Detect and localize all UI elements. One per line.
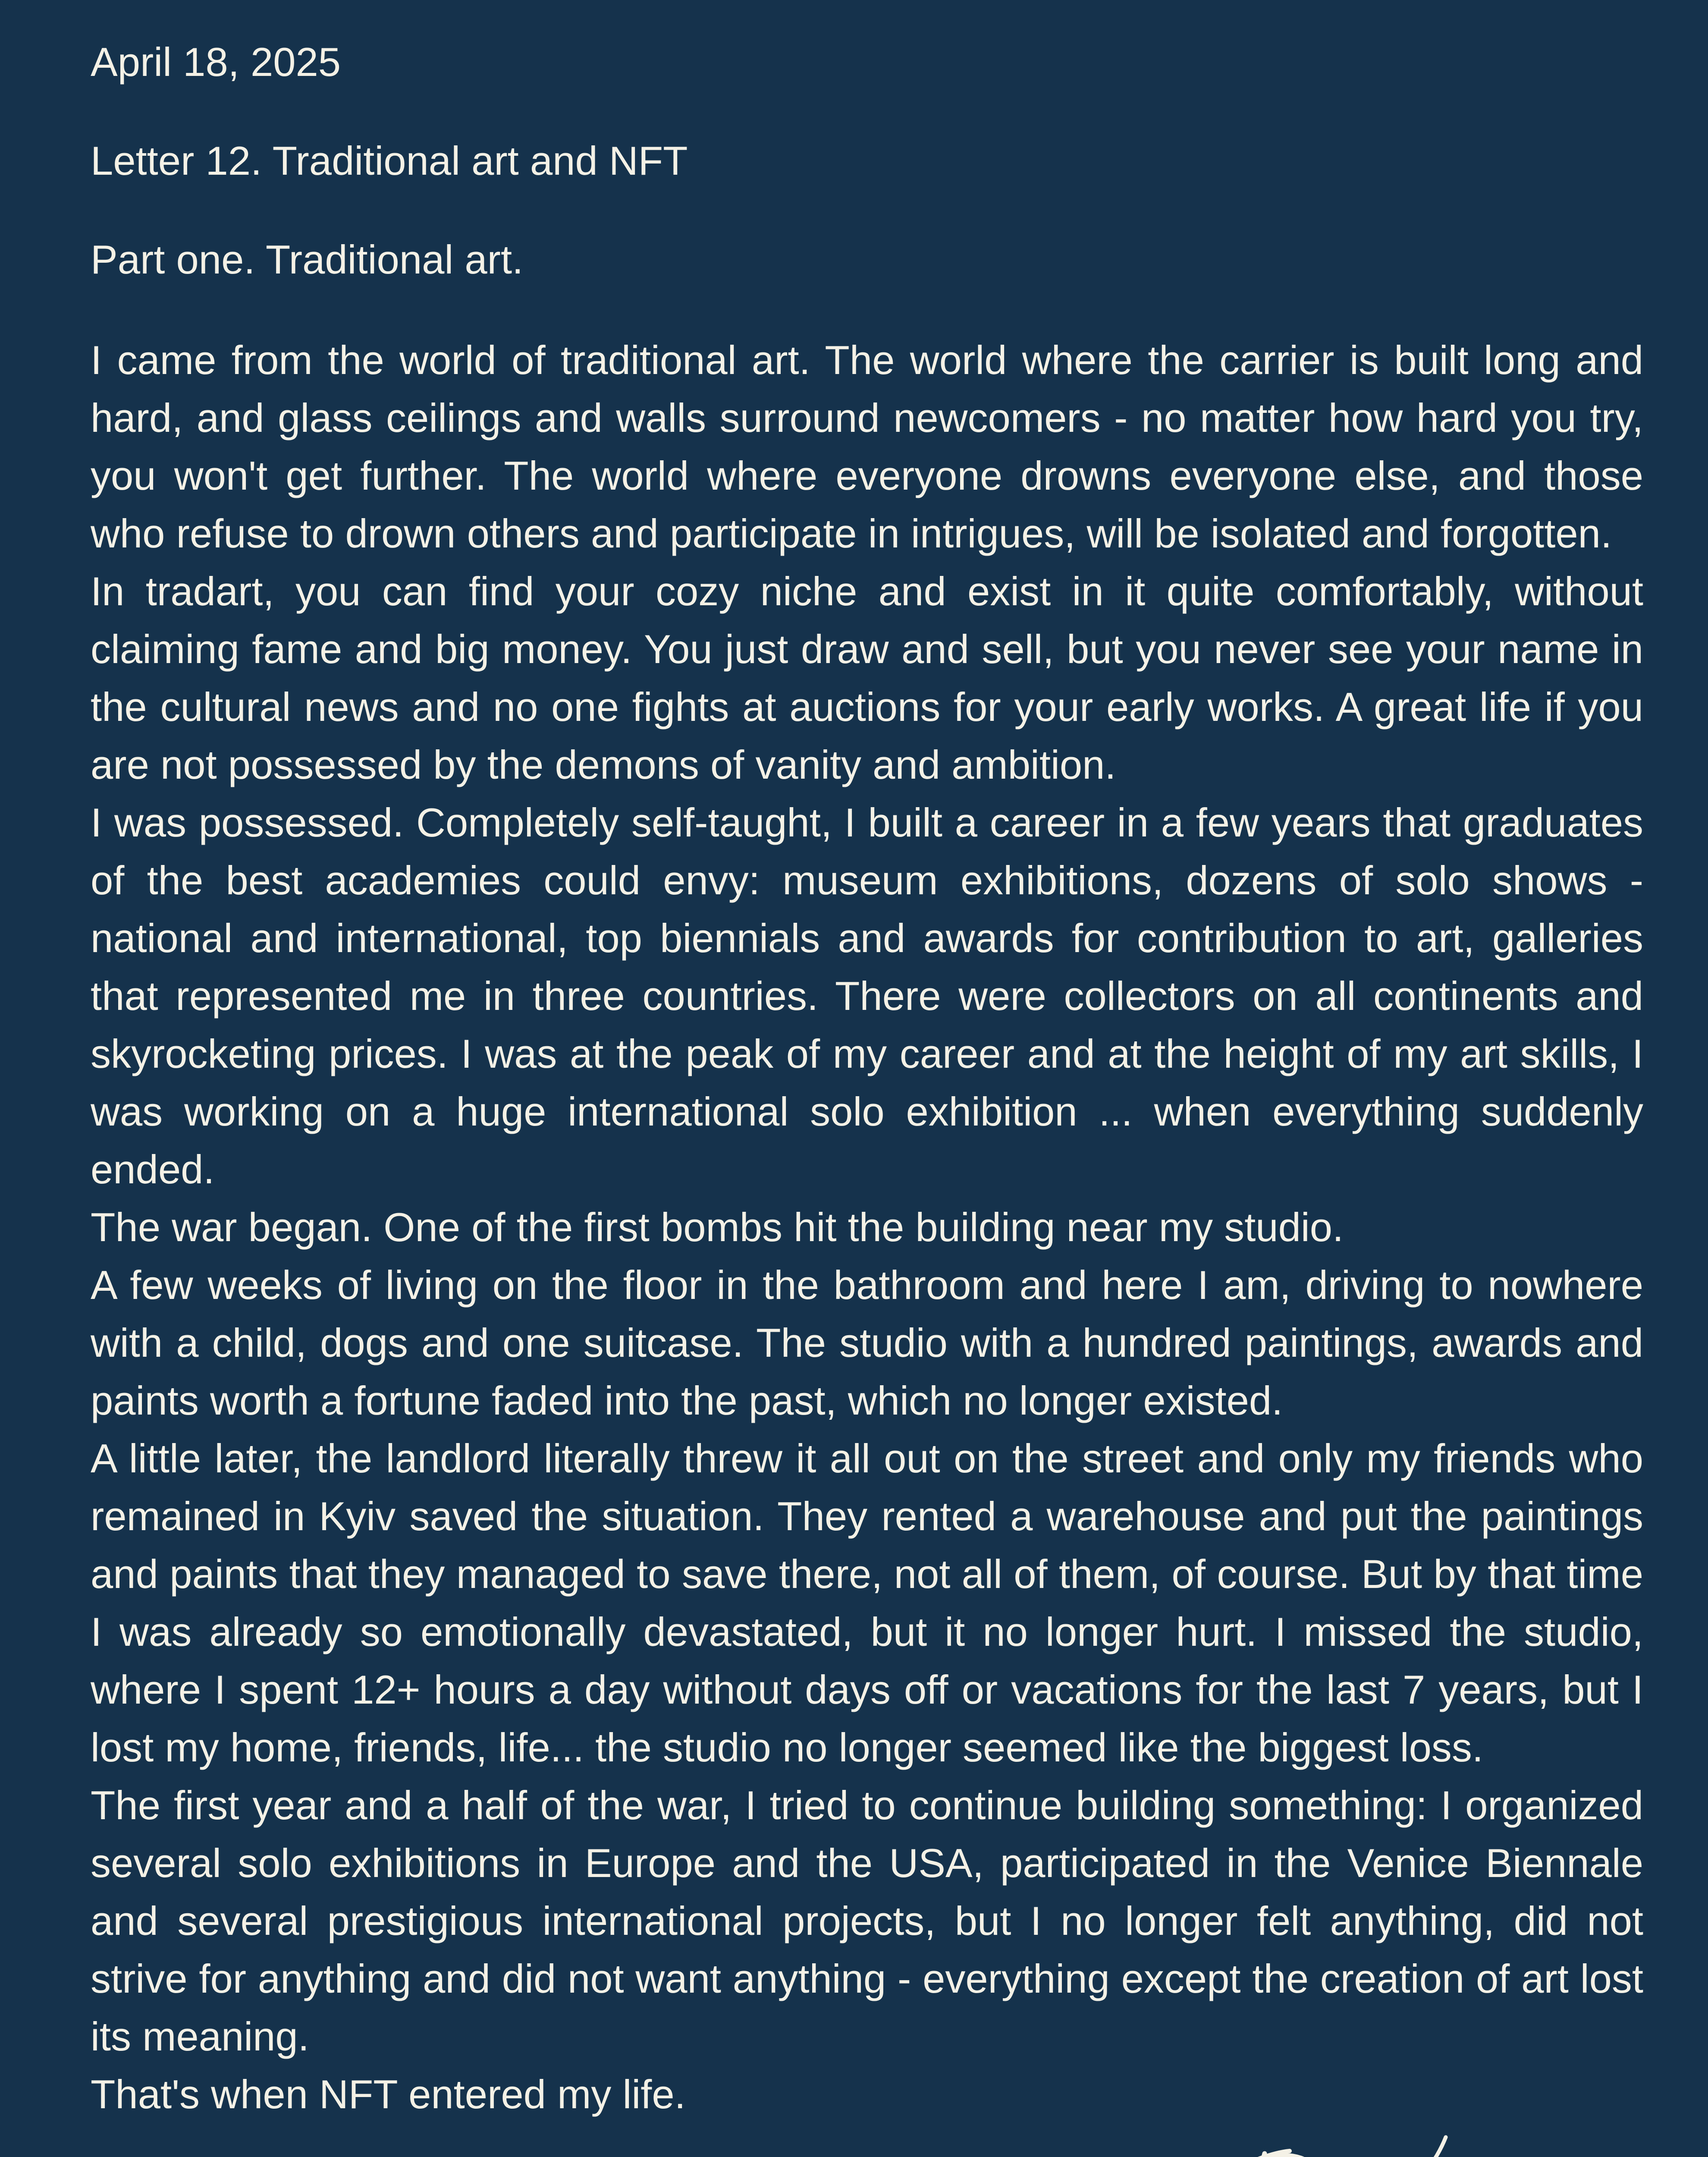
letter-body [91, 331, 1643, 2123]
letter-paragraph: That's when NFT entered my life. [91, 2072, 686, 2117]
handwritten-signature [1216, 2122, 1458, 2157]
letter-paragraph: A little later, the landlord literally threw it all out on the street and only my friends who remained in Kyiv saved the situation. They rented a warehouse and put the paintings and paints that they managed to save there, not all of them, of course. But by that time I was already so emotionally devastated, but it no longer hurt. I missed the studio, where I spent 12+ hours a day without days off or vacations for the last 7 years, but I lost my home, friends, life... the studio no longer seemed like the biggest loss. [91, 1436, 1643, 1770]
letter-paragraph: A few weeks of living on the floor in the bathroom and here I am, driving to nowhere with a child, dogs and one suitcase. The studio with a hundred paintings, awards and paints worth a fortune faded into the past, which no longer existed. [91, 1262, 1643, 1424]
letter-paragraph: The war began. One of the first bombs hit the building near my studio. [91, 1204, 1344, 1250]
letter-paragraph: In tradart, you can find your cozy niche and exist in it quite comfortably, without claiming fame and big money. You just draw and sell, but you never see your name in the cultural news and no one fights at auctions for your early works. A great life if you are not possessed by the demons of vanity and ambition. [91, 569, 1643, 788]
letter-part-heading: Part one. Traditional art. [91, 236, 524, 282]
letter-date: April 18, 2025 [91, 39, 341, 85]
letter-paragraph: I came from the world of traditional art. The world where the carrier is built long and hard, and glass ceilings and walls surround newcomers - no matter how hard you try, you won't get further. The world where everyone drowns everyone else, and those who refuse to drown others and participate in intrigues, will be isolated and forgotten. [91, 337, 1643, 557]
letter-paragraph: I was possessed. Completely self-taught, I built a career in a few years that graduates of the best academies could envy: museum exhibitions, dozens of solo shows - national and international, top biennials and awards for contribution to art, galleries that represented me in three countries. There were collectors on all continents and skyrocketing prices. I was at the peak of my career and at the height of my art skills, I was working on a huge international solo exhibition ... when everything suddenly ended. [91, 800, 1643, 1192]
letter-title: Letter 12. Traditional art and NFT [91, 138, 688, 183]
letter-page [91, 38, 1643, 2123]
letter-paragraph: The first year and a half of the war, I tried to continue building something: I organized several solo exhibitions in Europe and the USA, participated in the Venice Biennale and several prestigious international projects, but I no longer felt anything, did not strive for anything and did not want anything - everything except the creation of art lost its meaning. [91, 1783, 1643, 2060]
